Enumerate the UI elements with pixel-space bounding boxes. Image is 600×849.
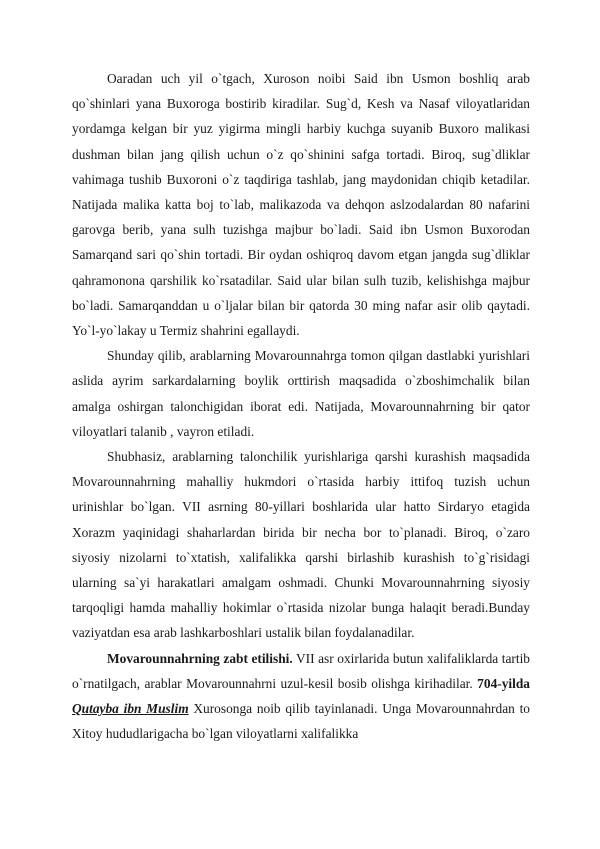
document-body	[72, 66, 530, 746]
paragraph-4	[72, 646, 530, 747]
section-heading: Movarounnahrning zabt etilishi.	[107, 650, 293, 666]
year-label: 704-yilda	[477, 675, 530, 691]
paragraph-4-tail: Xurosonga noib qilib tayinlanadi. Unga Movarounnahrdan to Xitoy hududlarigacha bo`lgan viloyatlarni xalifalikka	[72, 701, 530, 742]
paragraph-3: Shubhasiz, arablarning talonchilik yurishlariga qarshi kurashish maqsadida Movarounnahrning mahalliy hukmdori o`rtasida harbiy ittifoq tuzish uchun urinishlar bo`lgan. VII asrning 80-yillari boshlarida ular hatto Sirdaryo etagida Xorazm yaqinidagi shaharlardan birida bir necha bor to`planadi. Biroq, o`zaro siyosiy nizolarni to`xtatish, xalifalikka qarshi birlashib kurashish to`g`risidagi ularning sa`yi harakatlari amalgam oshmadi. Chunki Movarounnahrning siyosiy tarqoqligi hamda mahalliy hokimlar o`rtasida nizolar bunga halaqit beradi.Bunday vaziyatdan esa arab lashkarboshlari ustalik bilan foydalanadilar.	[72, 449, 530, 641]
paragraph-2: Shunday qilib, arablarning Movarounnahrga tomon qilgan dastlabki yurishlari aslida ayrim sarkardalarning boylik orttirish maqsadida o`zboshimchalik bilan amalga oshirgan talonchigidan iborat edi. Natijada, Movarounnahrning bir qator viloyatlari talanib , vayron etiladi.	[72, 348, 530, 439]
paragraph-4-intro: VII asr oxirlarida butun xalifaliklarda tartib o`rnatilgach, arablar Movarounnahrni uzul-kesil bosib olishga kirihadilar.	[72, 650, 530, 691]
person-name: Qutayba ibn Muslim	[72, 701, 189, 717]
paragraph-1: Oaradan uch yil o`tgach, Xuroson noibi Said ibn Usmon boshliq arab qo`shinlari yana Buxoroga bostirib kiradilar. Sug`d, Kesh va Nasaf viloyatlaridan yordamga kelgan bir yuz yigirma mingli harbiy kuchga suyanib Buxoro malikasi dushman bilan jang qilish uchun o`z qo`shinini safga tortadi. Biroq, sug`dliklar vahimaga tushib Buxoroni o`z taqdiriga tashlab, jang maydonidan chiqib ketadilar. Natijada malika katta boj to`lab, malikazoda va dehqon aslzodalardan 80 nafarini garovga berib, yana sulh tuzishga majbur bo`ladi. Said ibn Usmon Buxorodan Samarqand sari qo`shin tortadi. Bir oydan oshiqroq davom etgan jangda sug`dliklar qahramonona qarshilik ko`rsatadilar. Said ular bilan sulh tuzib, kelishishga majbur bo`ladi. Samarqanddan u o`ljalar bilan bir qatorda 30 ming nafar asir olib qaytadi. Yo`l-yo`lakay u Termiz shahrini egallaydi.	[72, 71, 530, 339]
